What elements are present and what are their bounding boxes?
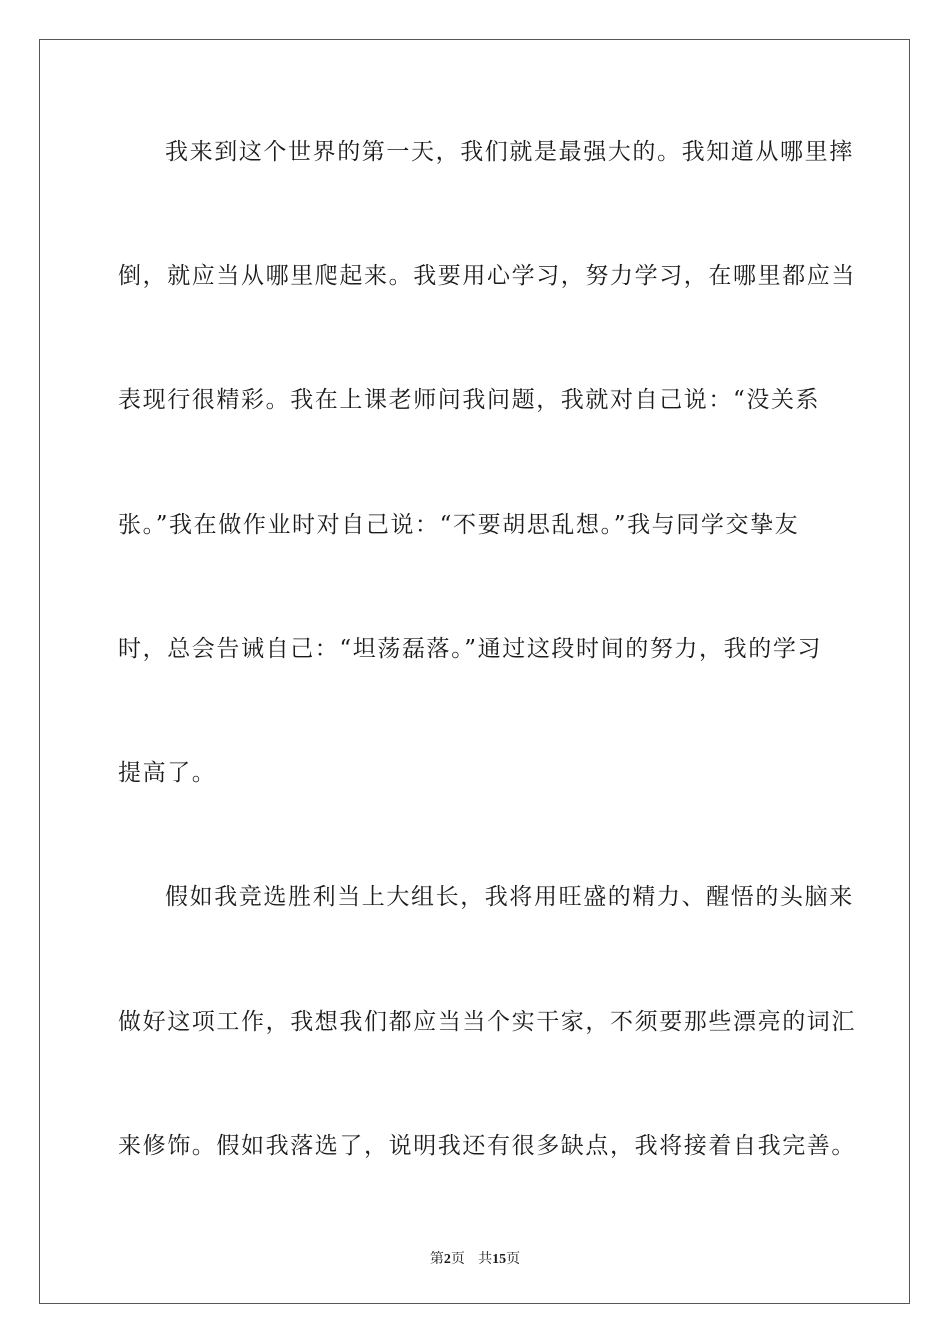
total-prefix: 共 [478,1251,493,1267]
page-border [39,39,910,1304]
page-prefix: 第 [429,1251,444,1267]
page-suffix: 页 [450,1251,465,1267]
text-line: 张。”我在做作业时对自己说：“不要胡思乱想。”我与同学交挚友 [118,512,800,538]
text-line: 提高了。 [118,760,217,786]
page-footer [0,1248,950,1268]
text-line: 倒，就应当从哪里爬起来。我要用心学习，努力学习，在哪里都应当 [118,263,856,289]
total-suffix: 页 [506,1251,521,1267]
text-line: 时，总会告诫自己：“坦荡磊落。”通过这段时间的努力，我的学习 [118,636,823,662]
text-line: 假如我竞选胜利当上大组长，我将用旺盛的精力、醒悟的头脑来 [165,884,854,910]
text-line: 表现行很精彩。我在上课老师问我问题，我就对自己说：“没关系 [118,387,821,413]
text-line: 做好这项工作，我想我们都应当当个实干家，不须要那些漂亮的词汇 [118,1009,856,1035]
text-line: 来修饰。假如我落选了，说明我还有很多缺点，我将接着自我完善。 [118,1133,856,1159]
page-number: 2 [443,1252,451,1267]
total-pages: 15 [492,1252,507,1267]
text-line: 我来到这个世界的第一天，我们就是最强大的。我知道从哪里摔 [165,139,854,165]
